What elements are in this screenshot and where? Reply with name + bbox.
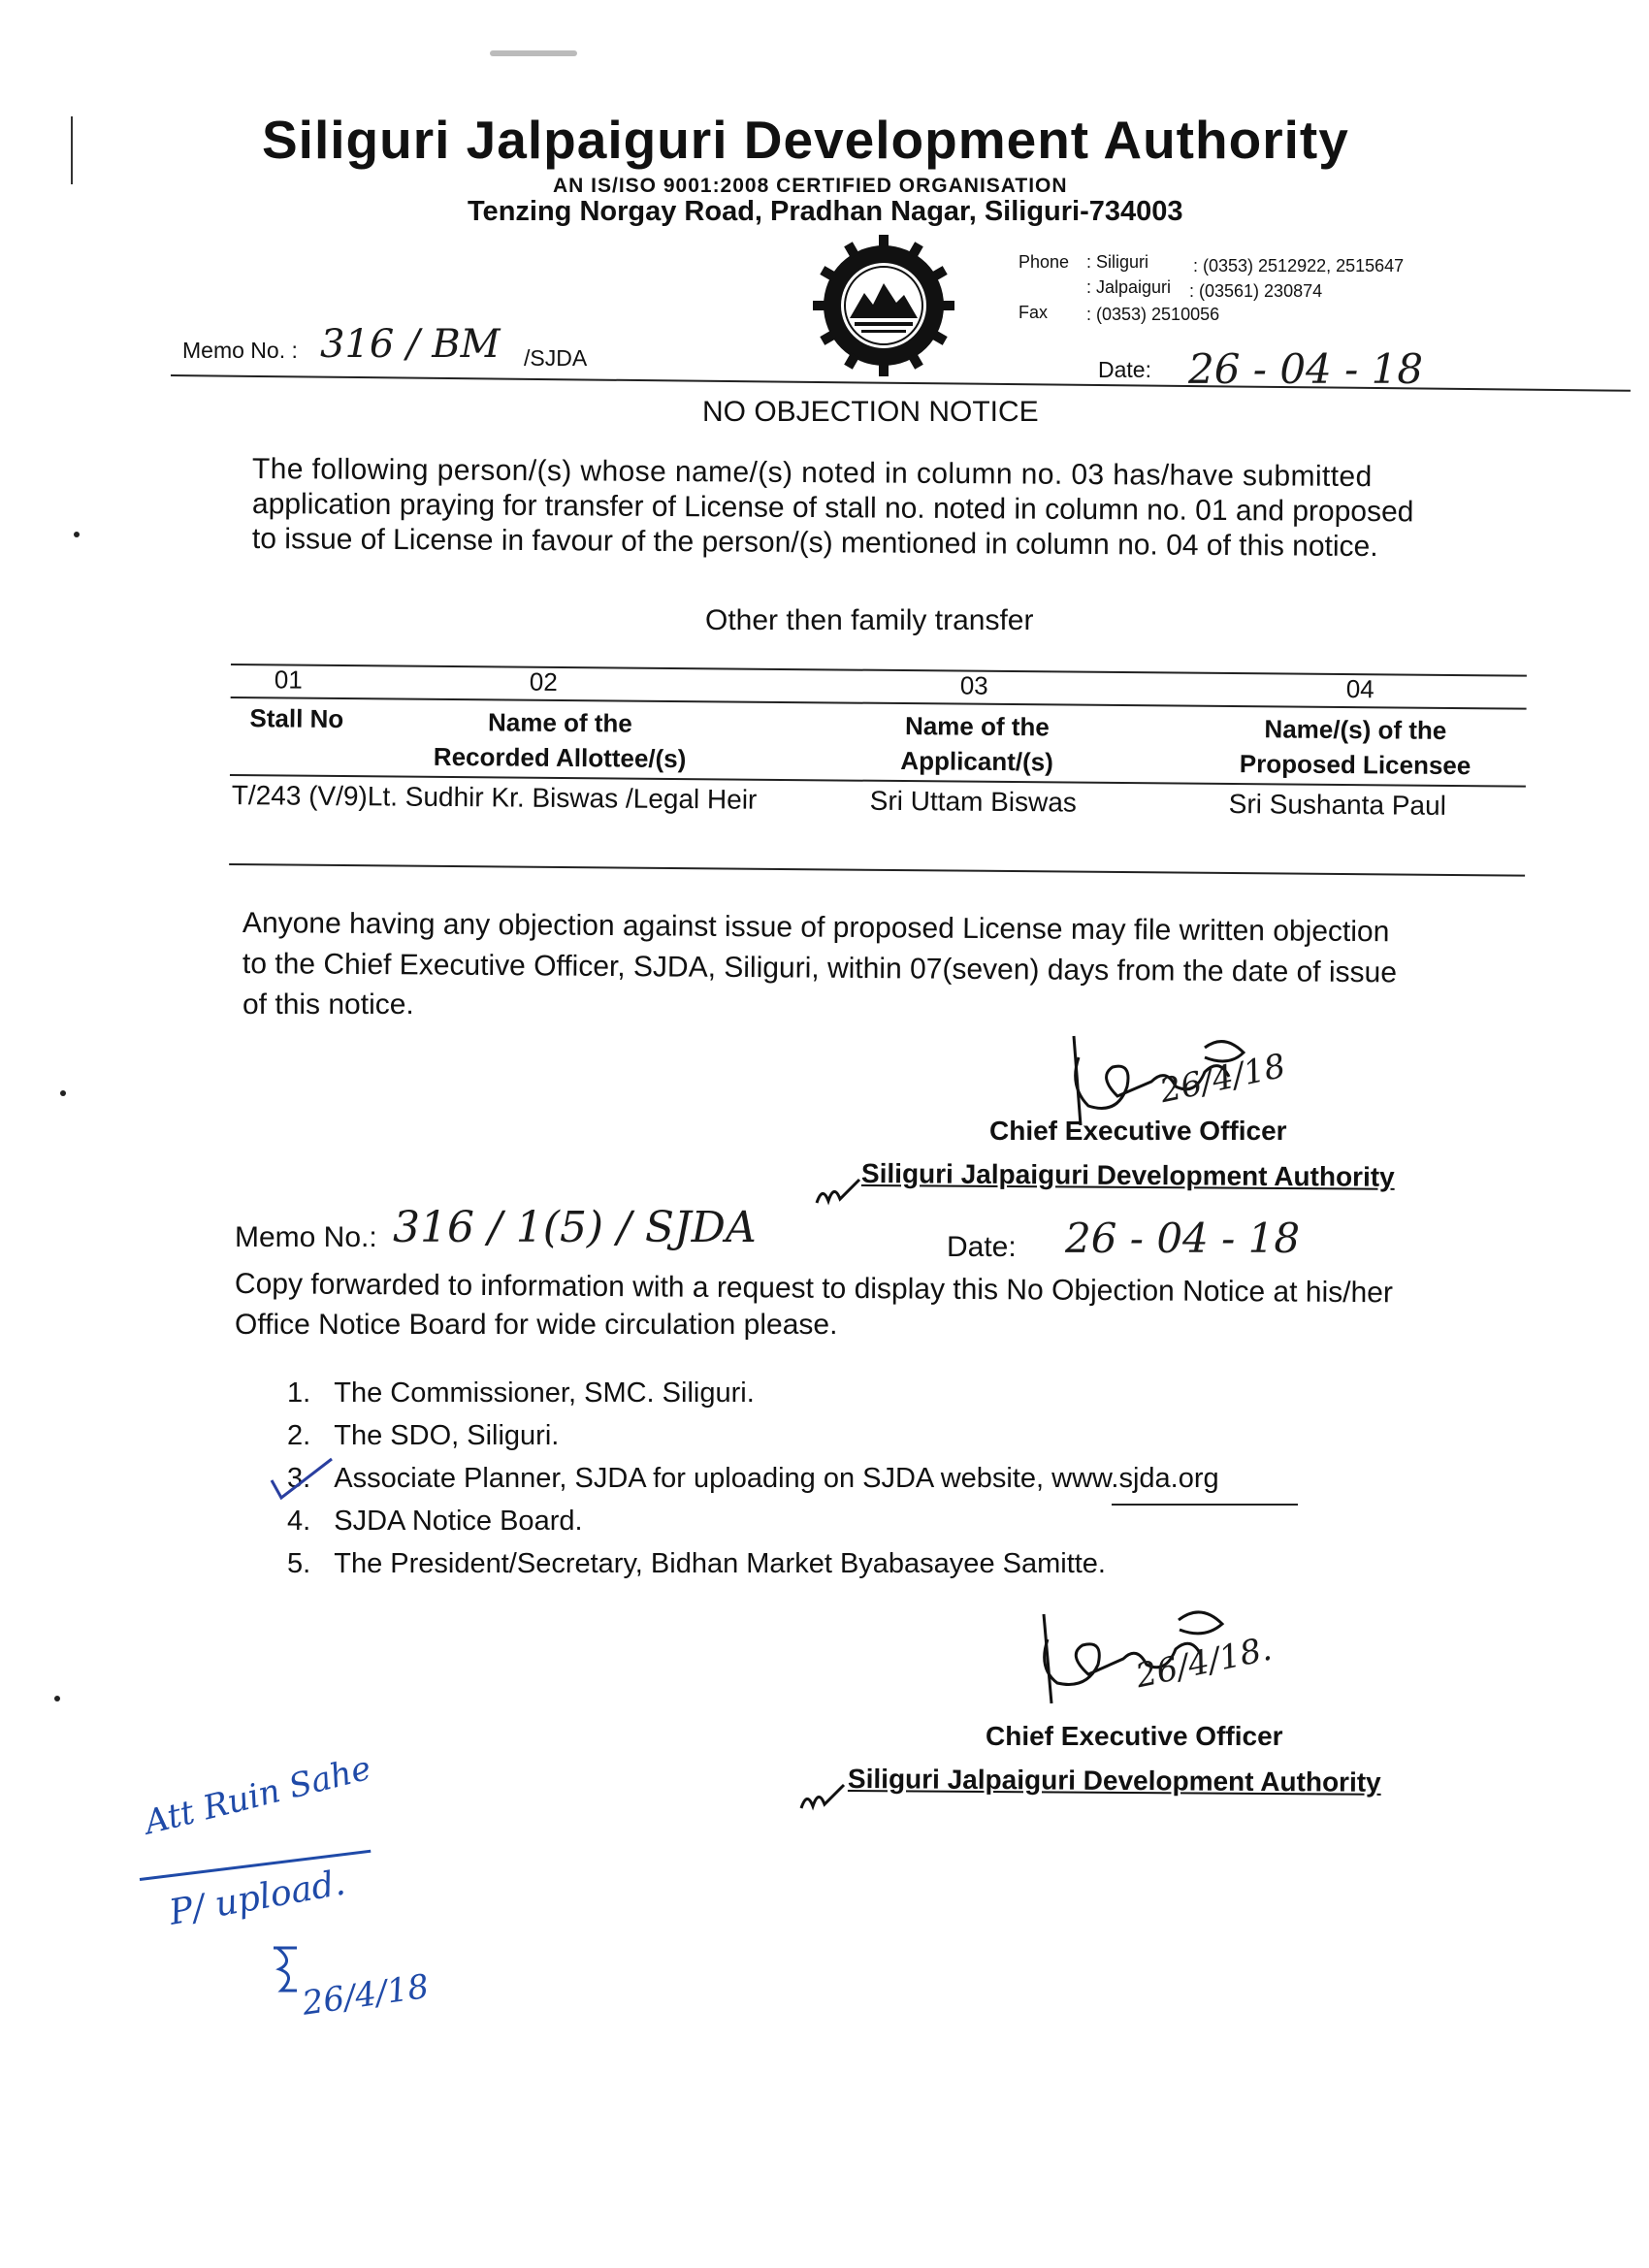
contact-block xyxy=(1018,250,1523,328)
objection-line-2: to the Chief Executive Officer, SJDA, Siliguri, within 07(seven) days from the date of issue xyxy=(242,948,1398,989)
list-item-number: 1. xyxy=(287,1377,311,1409)
tick-mark-icon xyxy=(268,1455,336,1504)
memo-no-bottom-handwritten: 316 / 1(5) / SJDA xyxy=(393,1203,757,1252)
table-bottom-rule xyxy=(229,863,1525,877)
intro-line-3: to issue of License in favour of the person/(s) mentioned in column no. 04 of this notice. xyxy=(251,523,1378,564)
date-label-top: Date: xyxy=(1098,357,1151,382)
intro-line-1: The following person/(s) whose name/(s) noted in column no. 03 has/have submitted xyxy=(251,453,1373,494)
copy-line-1: Copy forwarded to information with a request to display this No Objection Notice at his/her xyxy=(234,1268,1394,1310)
col-number-02: 02 xyxy=(529,666,558,697)
date-handwritten-bottom: 26 - 04 - 18 xyxy=(1065,1215,1301,1262)
col-number-01: 01 xyxy=(274,664,303,695)
memo-no-handwritten: 316 / BM xyxy=(320,322,501,367)
header-applicant-line2: Applicant/(s) xyxy=(900,746,1053,777)
memo-no-suffix: /SJDA xyxy=(524,345,588,371)
transfer-table xyxy=(229,660,1527,894)
header-allottee-line2: Recorded Allottee/(s) xyxy=(433,741,687,774)
header-applicant xyxy=(831,707,1123,780)
signature-1-date: 26/4/18 xyxy=(1156,1046,1289,1112)
certification-line: AN IS/ISO 9001:2008 CERTIFIED ORGANISATION xyxy=(553,175,1068,197)
header-allottee xyxy=(404,704,716,777)
list-item xyxy=(287,1548,1106,1580)
phone-label: Phone xyxy=(1018,252,1070,272)
col-number-03: 03 xyxy=(959,670,988,700)
list-item-text: SJDA Notice Board. xyxy=(334,1506,583,1537)
scan-smudge xyxy=(490,50,577,56)
recipient-list xyxy=(287,1377,1354,1610)
signature-1-title: Chief Executive Officer xyxy=(989,1116,1287,1146)
intro-line-2: application praying for transfer of License of stall no. noted in column no. 01 and proposed xyxy=(251,488,1414,529)
objection-line-3: of this notice. xyxy=(242,988,414,1021)
list-item-number: 4. xyxy=(287,1506,311,1537)
header-licensee-line1: Name/(s) of the xyxy=(1264,714,1447,745)
org-name-heading: Siliguri Jalpaiguri Development Authority xyxy=(262,110,1349,170)
list-item xyxy=(287,1377,755,1409)
list-item xyxy=(287,1463,1219,1495)
list-item-text: The President/Secretary, Bidhan Market Byabasayee Samitte. xyxy=(334,1548,1106,1579)
scan-dot xyxy=(74,532,80,537)
header-allottee-line1: Name of the xyxy=(487,707,632,738)
list-item-text: Associate Planner, SJDA for uploading on SJDA website, www.sjda.org xyxy=(334,1463,1219,1494)
transfer-type: Other then family transfer xyxy=(705,604,1034,636)
col-number-04: 04 xyxy=(1345,674,1374,704)
annotation-line-3: 26/4/18 xyxy=(300,1966,432,2024)
date-handwritten-top: 26 - 04 - 18 xyxy=(1188,345,1424,393)
phone-siliguri-number: : (0353) 2512922, 2515647 xyxy=(1193,256,1405,275)
header-licensee-line2: Proposed Licensee xyxy=(1239,749,1471,781)
header-licensee xyxy=(1200,711,1511,784)
signature-2-title: Chief Executive Officer xyxy=(986,1721,1283,1751)
list-item-number: 5. xyxy=(287,1548,311,1579)
phone-siliguri-label: : Siliguri xyxy=(1086,252,1149,272)
phone-jalpaiguri-label: : Jalpaiguri xyxy=(1086,277,1172,297)
header-stall-no: Stall No xyxy=(249,703,344,734)
row-licensee: Sri Sushanta Paul xyxy=(1228,788,1447,821)
list-item-number: 3. xyxy=(287,1463,311,1494)
row-applicant: Sri Uttam Biswas xyxy=(869,785,1078,818)
memo-no-label: Memo No. : xyxy=(182,338,298,363)
list-item-number: 2. xyxy=(287,1420,311,1451)
list-item-text: The SDO, Siliguri. xyxy=(334,1420,560,1451)
initial-mark-2-icon xyxy=(799,1779,848,1818)
objection-line-1: Anyone having any objection against issue of proposed License may file written objection xyxy=(242,907,1390,949)
signature-1-org: Siliguri Jalpaiguri Development Authority xyxy=(860,1158,1395,1192)
scan-dot xyxy=(60,1090,66,1096)
phone-jalpaiguri-number: : (03561) 230874 xyxy=(1189,281,1323,301)
fax-number: : (0353) 2510056 xyxy=(1086,305,1220,324)
website-underline xyxy=(1112,1504,1298,1506)
left-margin-line xyxy=(71,116,73,184)
date-label-bottom: Date: xyxy=(947,1231,1017,1263)
signature-2-date: 26/4/18. xyxy=(1132,1629,1276,1697)
table-top-rule xyxy=(231,664,1527,677)
list-item xyxy=(287,1420,559,1452)
list-item-text: The Commissioner, SMC. Siliguri. xyxy=(334,1377,755,1409)
annotation-line-1: Att Ruin Sahe xyxy=(141,1748,375,1843)
header-applicant-line1: Name of the xyxy=(904,711,1050,742)
sjda-emblem-icon xyxy=(811,233,956,378)
copy-line-2: Office Notice Board for wide circulation please. xyxy=(235,1309,838,1341)
initial-mark-1-icon xyxy=(815,1174,863,1213)
org-address: Tenzing Norgay Road, Pradhan Nagar, Siliguri-734003 xyxy=(468,196,1183,227)
fax-label: Fax xyxy=(1018,303,1049,322)
signature-2-org: Siliguri Jalpaiguri Development Authority xyxy=(847,1764,1381,1798)
list-item xyxy=(287,1506,583,1538)
notice-heading: NO OBJECTION NOTICE xyxy=(702,396,1039,428)
memo-no-bottom-label: Memo No.: xyxy=(235,1221,377,1253)
annotation-line-2: P/ upload. xyxy=(166,1863,348,1933)
row-stall-allottee: T/243 (V/9)Lt. Sudhir Kr. Biswas /Legal Heir xyxy=(231,780,758,815)
scan-dot xyxy=(54,1696,60,1701)
